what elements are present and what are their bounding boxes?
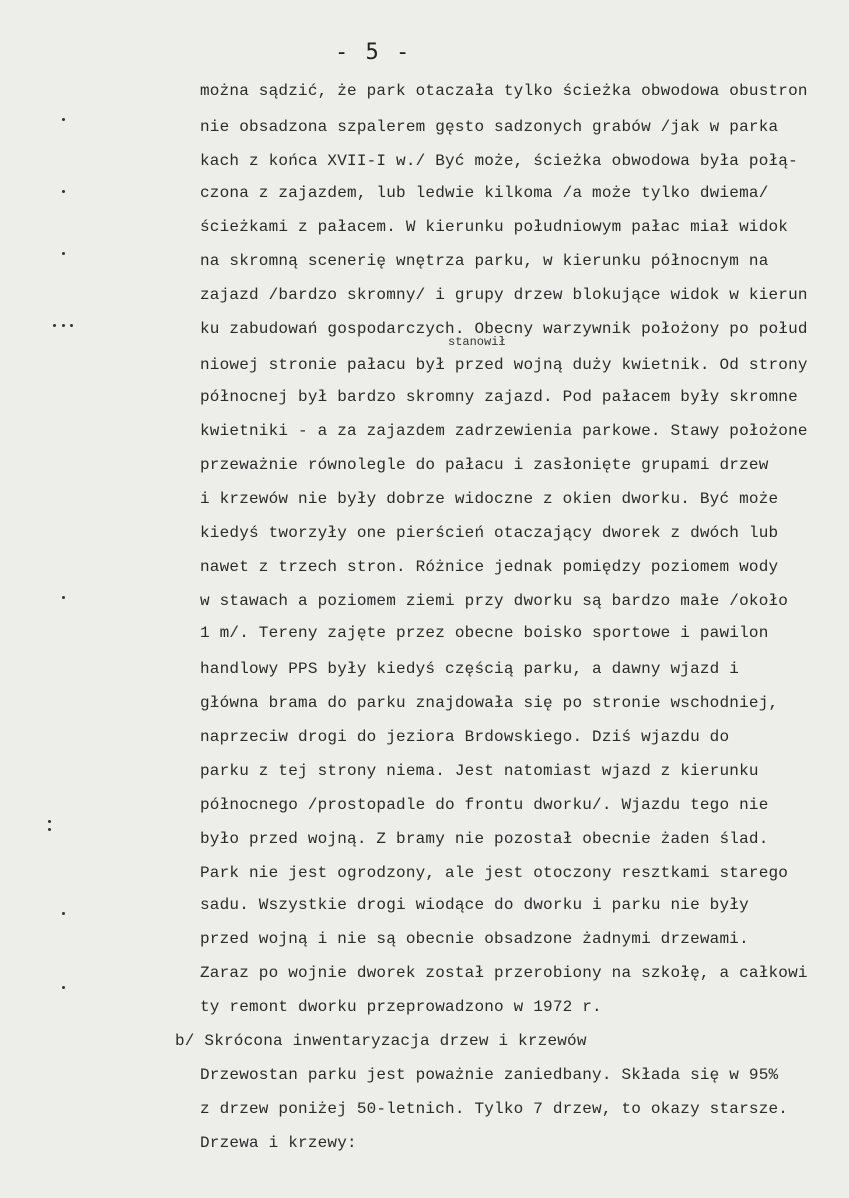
text-line: Drzewostan parku jest poważnie zaniedbany. Składa się w 95%	[200, 1066, 779, 1084]
handwritten-annotation: stanowił	[448, 335, 506, 349]
text-line: handlowy PPS były kiedyś częścią parku, a dawny wjazd i	[200, 660, 740, 678]
text-line: 1 m/. Tereny zajęte przez obecne boisko sportowe i pawilon	[200, 624, 769, 642]
margin-dot	[48, 820, 51, 823]
margin-dot	[48, 828, 51, 831]
margin-dot	[62, 986, 65, 989]
text-line: główna brama do parku znajdowała się po stronie wschodniej,	[200, 694, 779, 712]
text-line: było przed wojną. Z bramy nie pozostał obecnie żaden ślad.	[200, 830, 769, 848]
text-line: Drzewa i krzewy:	[200, 1134, 357, 1152]
text-line: Park nie jest ogrodzony, ale jest otoczony resztkami starego	[200, 864, 789, 882]
margin-dot	[62, 912, 65, 915]
text-line: naprzeciw drogi do jeziora Brdowskiego. Dziś wjazdu do	[200, 728, 730, 746]
text-line: Zaraz po wojnie dworek został przerobiony na szkołę, a całkowi	[200, 964, 808, 982]
text-line: kiedyś tworzyły one pierścień otaczający dworek z dwóch lub	[200, 524, 779, 542]
text-line: można sądzić, że park otaczała tylko ścieżka obwodowa obustron	[200, 82, 808, 100]
text-line: kach z końca XVII-I w./ Być może, ścieżka obwodowa była połą-	[200, 152, 798, 170]
text-line: przeważnie równolegle do pałacu i zasłonięte grupami drzew	[200, 456, 769, 474]
text-line: przed wojną i nie są obecnie obsadzone żadnymi drzewami.	[200, 930, 749, 948]
text-line: czona z zajazdem, lub ledwie kilkoma /a może tylko dwiema/	[200, 184, 769, 202]
text-line: ścieżkami z pałacem. W kierunku południowym pałac miał widok	[200, 218, 789, 236]
margin-dot	[62, 252, 65, 255]
text-line: północnej był bardzo skromny zajazd. Pod pałacem były skromne	[200, 388, 798, 406]
margin-dot	[62, 596, 65, 599]
section-heading: b/ Skrócona inwentaryzacja drzew i krzewów	[175, 1032, 587, 1050]
text-line: kwietniki - a za zajazdem zadrzewienia parkowe. Stawy położone	[200, 422, 808, 440]
margin-dot	[62, 324, 65, 327]
margin-dot	[62, 190, 65, 193]
text-line: nawet z trzech stron. Różnice jednak pomiędzy poziomem wody	[200, 558, 779, 576]
text-line: sadu. Wszystkie drogi wiodące do dworku i parku nie były	[200, 896, 749, 914]
margin-dot	[70, 324, 73, 327]
text-line: ty remont dworku przeprowadzono w 1972 r.	[200, 998, 602, 1016]
text-line: i krzewów nie były dobrze widoczne z okien dworku. Być może	[200, 490, 779, 508]
text-line: północnego /prostopadle do frontu dworku/. Wjazdu tego nie	[200, 796, 769, 814]
text-line: ku zabudowań gospodarczych. Obecny warzywnik położony po połud	[200, 320, 808, 338]
page-number: - 5 -	[335, 40, 412, 65]
text-line: zajazd /bardzo skromny/ i grupy drzew blokujące widok w kierun	[200, 286, 808, 304]
margin-dot	[53, 324, 56, 327]
text-line: niowej stronie pałacu był przed wojną duży kwietnik. Od strony	[200, 356, 808, 374]
text-line: parku z tej strony niema. Jest natomiast wjazd z kierunku	[200, 762, 759, 780]
text-line: nie obsadzona szpalerem gęsto sadzonych grabów /jak w parka	[200, 118, 779, 136]
text-line: w stawach a poziomem ziemi przy dworku są bardzo małe /około	[200, 592, 789, 610]
text-line: z drzew poniżej 50-letnich. Tylko 7 drzew, to okazy starsze.	[200, 1100, 789, 1118]
text-line: na skromną scenerię wnętrza parku, w kierunku północnym na	[200, 252, 769, 270]
margin-dot	[62, 118, 65, 121]
